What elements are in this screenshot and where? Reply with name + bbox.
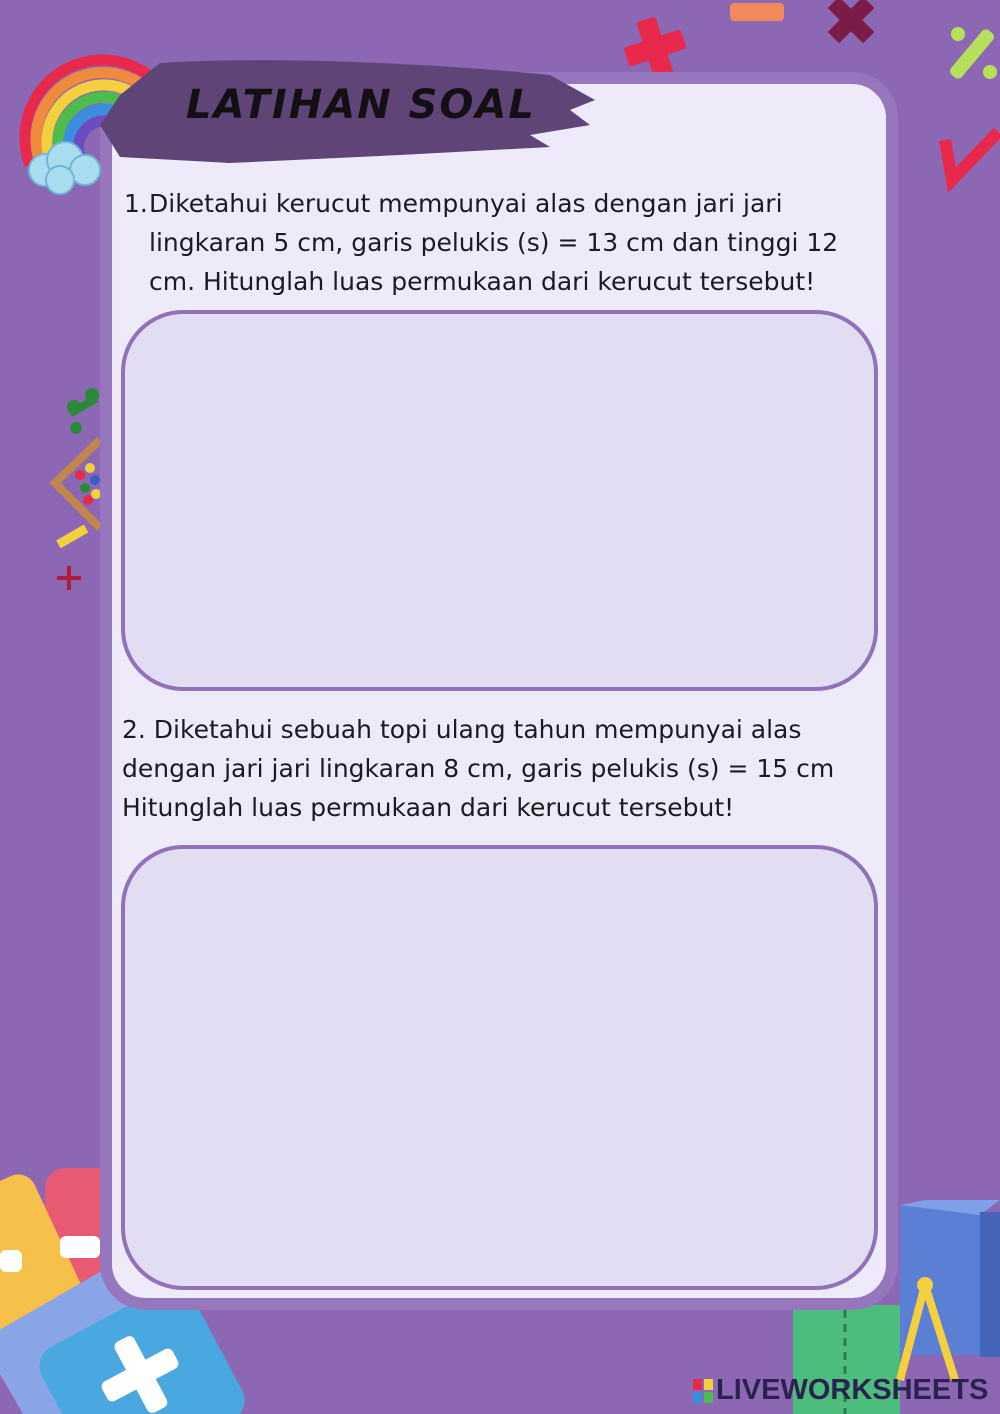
minus-icon [730,3,784,21]
abacus-icon [55,440,101,528]
minus-icon [56,525,88,549]
percent-icon [948,27,997,81]
logo-text: LIVEWORKSHEETS [716,1374,989,1406]
percent-icon [67,388,99,434]
times-icon [828,0,875,43]
question-number: 1. [124,189,148,218]
plus-icon [57,566,81,590]
logo-icon [693,1379,713,1403]
question-text: Diketahui kerucut mempunyai alas dengan jari jari lingkaran 5 cm, garis pelukis (s) = 13 cm dan tinggi 12 cm. Hitunglah luas permukaan dari kerucut tersebut! [149,189,839,296]
page-title: LATIHAN SOAL [186,82,536,128]
question-2: 2. Diketahui sebuah topi ulang tahun mempunyai alas dengan jari jari lingkaran 8 cm, garis pelukis (s) = 15 cm Hitunglah luas permukaan dari kerucut tersebut! [122,715,835,822]
liveworksheets-logo[interactable] [693,1374,988,1407]
answer-box-2[interactable] [121,845,878,1290]
answer-box-1[interactable] [121,310,878,691]
check-icon [945,132,998,180]
